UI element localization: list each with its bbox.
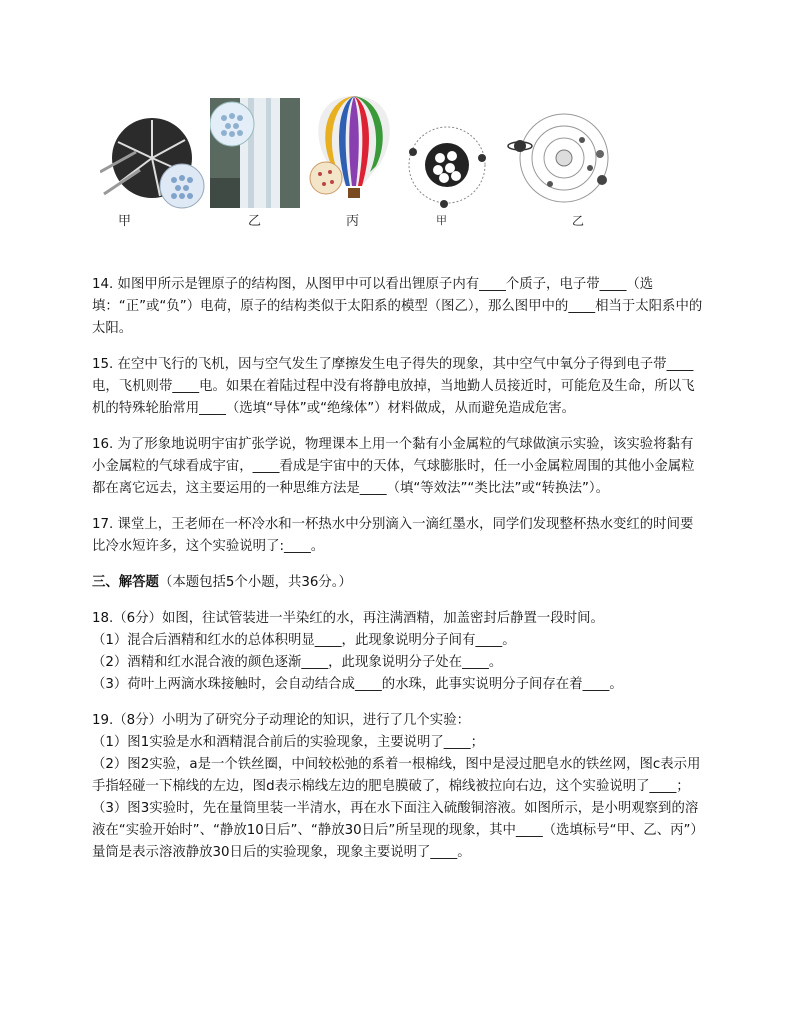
question-19-head: 19.（8分）小明为了研究分子动理论的知识，进行了几个实验： [92, 713, 470, 728]
section-heading [92, 572, 704, 594]
figure-caption-3: 丙 [346, 214, 360, 229]
question-18-part-3: （3）荷叶上两滴水珠接触时，会自动结合成____的水珠，此事实说明分子间存在着____。 [92, 677, 623, 692]
figure-caption-4: 甲 [436, 214, 447, 227]
atom-figure [404, 122, 490, 208]
question-14: 14. 如图甲所示是锂原子的结构图，从图甲中可以看出锂原子内有____个质子，电子带____（选填：“正”或“负”）电荷，原子的结构类似于太阳系的模型（图乙），那么图甲中的____相当于太阳系中的太阳。 [92, 277, 703, 336]
figure-caption-1: 甲 [118, 214, 132, 229]
solar-system-figure [506, 108, 616, 208]
crystal-figure [100, 112, 210, 212]
question-18-part-1: （1）混合后酒精和红水的总体积明显____，此现象说明分子间有____。 [92, 633, 516, 648]
question-19-part-3: （3）图3实验时，先在量筒里装一半清水，再在水下面注入硫酸铜溶液。如图所示，是小明观察到的溶液在“实验开始时”、“静放10日后”、“静放30日后”所呈现的现象，其中____（选填标号“甲、乙、丙”）量筒是表示溶液静放30日后的实验现象，现象主要说明了____。 [92, 801, 704, 860]
question-19-part-1: （1）图1实验是水和酒精混合前后的实验现象，主要说明了____； [92, 735, 484, 750]
question-16: 16. 为了形象地说明宇宙扩张学说，物理课本上用一个黏有小金属粒的气球做演示实验，该实验将黏有小金属粒的气球看成宇宙，____看成是宇宙中的天体，气球膨胀时，任一小金属粒周围的其他小金属粒都在离它远去，这主要运用的一种思维方法是____（填“等效法”“类比法”或“转换法”）。 [92, 437, 695, 496]
question-18-part-2: （2）酒精和红水混合液的颜色逐渐____，此现象说明分子处在____。 [92, 655, 503, 670]
question-18-head: 18.（6分）如图，往试管装进一半染红的水，再注满酒精，加盖密封后静置一段时间。 [92, 611, 604, 626]
question-15: 15. 在空中飞行的飞机，因与空气发生了摩擦发生电子得失的现象，其中空气中氧分子得到电子带____电，飞机则带____电。如果在着陆过程中没有将静电放掉，当地勤人员接近时，可能危及生命，所以飞机的特殊轮胎常用____（选填“导体”或“绝缘体”）材料做成，从而避免造成危害。 [92, 357, 695, 416]
question-17: 17. 课堂上，王老师在一杯冷水和一杯热水中分别滴入一滴红墨水，同学们发现整杯热水变红的时间要比冷水短许多，这个实验说明了:____。 [92, 517, 694, 554]
figure-caption-5: 乙 [572, 214, 585, 228]
section-title: 三、解答题 [92, 575, 159, 590]
question-content [92, 274, 704, 864]
figure-row [92, 92, 652, 232]
question-19-part-2: （2）图2实验，a是一个铁丝圈，中间较松弛的系着一根棉线，图中是浸过肥皂水的铁丝网，图c表示用手指轻碰一下棉线的左边，图d表示棉线左边的肥皂膜破了，棉线被拉向右边，这个实验说明了____； [92, 757, 701, 794]
waterfall-figure [210, 98, 300, 208]
balloon-figure [308, 94, 400, 206]
section-note: （本题包括5个小题，共36分。） [158, 575, 352, 590]
figure-caption-2: 乙 [248, 214, 262, 229]
